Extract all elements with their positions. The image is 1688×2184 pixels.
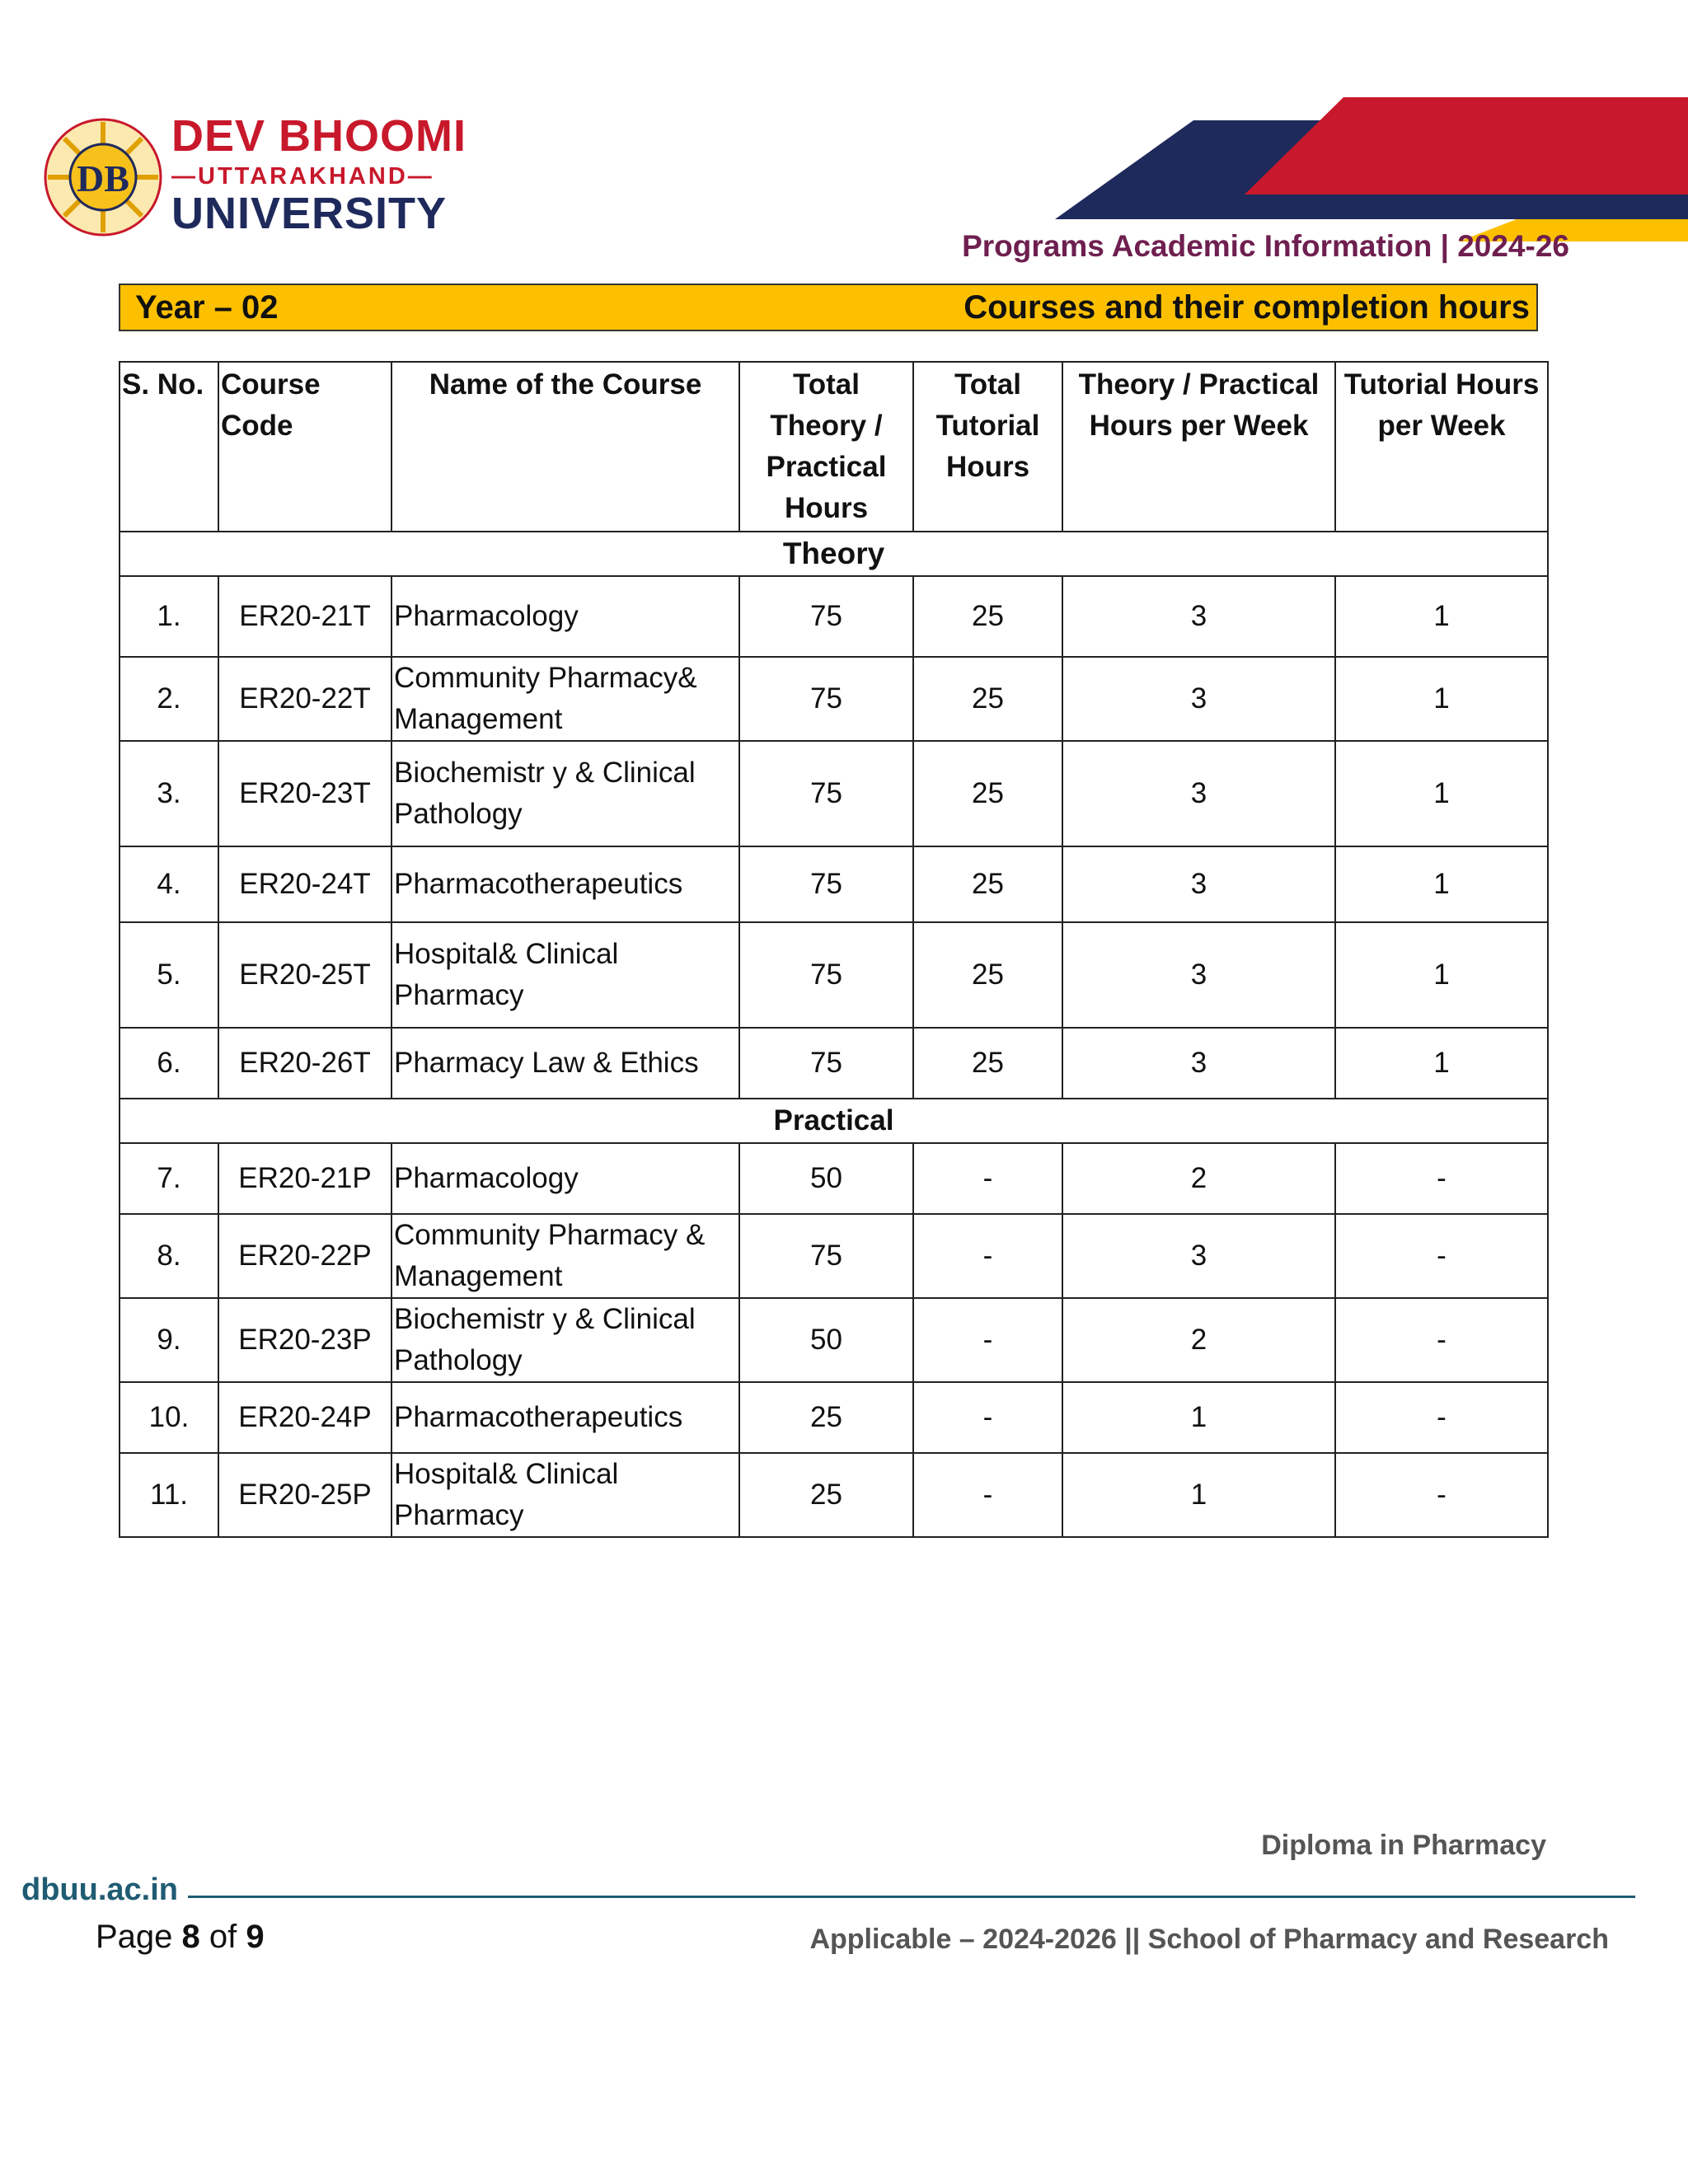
- cell-tutorial-per-week: -: [1335, 1298, 1548, 1382]
- page-current: 8: [181, 1919, 200, 1955]
- page-total: 9: [246, 1919, 265, 1955]
- cell-course-name: Pharmacy Law & Ethics: [392, 1028, 739, 1099]
- cell-course-name: Pharmacology: [392, 1143, 739, 1214]
- table-row: [120, 1143, 1548, 1214]
- cell-hours-per-week: 2: [1062, 1143, 1335, 1214]
- page-of: of: [209, 1919, 237, 1955]
- cell-tutorial-hours: 25: [913, 1028, 1062, 1099]
- cell-hours-per-week: 2: [1062, 1298, 1335, 1382]
- cell-course-code: ER20-24T: [218, 846, 392, 922]
- cell-s-no: 7.: [120, 1143, 218, 1214]
- cell-tutorial-hours: 25: [913, 922, 1062, 1028]
- header-total-theory-practical-hours: Total Theory / Practical Hours: [739, 362, 913, 532]
- cell-course-code: ER20-25T: [218, 922, 392, 1028]
- university-logo: [41, 107, 503, 247]
- footer-applicable-note: Applicable – 2024-2026 || School of Pharmacy and Research: [809, 1924, 1609, 1955]
- cell-hours-per-week: 3: [1062, 657, 1335, 741]
- cell-s-no: 11.: [120, 1453, 218, 1537]
- cell-course-name: Biochemistr y & Clinical Pathology: [392, 741, 739, 846]
- cell-hours-per-week: 1: [1062, 1382, 1335, 1453]
- header-banner-graphic: [1055, 97, 1688, 241]
- cell-tutorial-hours: 25: [913, 576, 1062, 657]
- cell-course-code: ER20-22T: [218, 657, 392, 741]
- section-label: Practical: [120, 1099, 1548, 1143]
- cell-s-no: 1.: [120, 576, 218, 657]
- cell-course-name: Hospital& Clinical Pharmacy: [392, 1453, 739, 1537]
- cell-hours-per-week: 3: [1062, 1214, 1335, 1298]
- cell-s-no: 2.: [120, 657, 218, 741]
- page-prefix: Page: [96, 1919, 173, 1955]
- section-row: [120, 532, 1548, 576]
- header-theory-practical-hours-per-week: Theory / Practical Hours per Week: [1062, 362, 1335, 532]
- university-seal-icon: [41, 115, 165, 239]
- cell-tutorial-per-week: -: [1335, 1382, 1548, 1453]
- cell-tutorial-hours: -: [913, 1143, 1062, 1214]
- cell-tutorial-hours: 25: [913, 741, 1062, 846]
- table-body: [120, 532, 1548, 1537]
- cell-tutorial-per-week: -: [1335, 1214, 1548, 1298]
- cell-course-name: Pharmacology: [392, 576, 739, 657]
- cell-tutorial-hours: 25: [913, 846, 1062, 922]
- cell-tutorial-hours: -: [913, 1214, 1062, 1298]
- cell-s-no: 9.: [120, 1298, 218, 1382]
- cell-tutorial-hours: -: [913, 1298, 1062, 1382]
- cell-course-name: Pharmacotherapeutics: [392, 846, 739, 922]
- cell-total-hours: 50: [739, 1143, 913, 1214]
- table-row: [120, 576, 1548, 657]
- footer-website-link[interactable]: dbuu.ac.in: [21, 1872, 178, 1907]
- table-row: [120, 1028, 1548, 1099]
- cell-total-hours: 75: [739, 657, 913, 741]
- cell-tutorial-hours: -: [913, 1453, 1062, 1537]
- cell-tutorial-per-week: 1: [1335, 741, 1548, 846]
- cell-hours-per-week: 3: [1062, 576, 1335, 657]
- cell-total-hours: 50: [739, 1298, 913, 1382]
- cell-total-hours: 75: [739, 1028, 913, 1099]
- cell-total-hours: 75: [739, 846, 913, 922]
- svg-text:DB: DB: [77, 157, 129, 199]
- cell-tutorial-per-week: -: [1335, 1453, 1548, 1537]
- cell-hours-per-week: 3: [1062, 1028, 1335, 1099]
- header-course-code: Course Code: [218, 362, 392, 532]
- table-row: [120, 741, 1548, 846]
- cell-s-no: 5.: [120, 922, 218, 1028]
- footer-page-number: [96, 1919, 265, 1956]
- table-row: [120, 1298, 1548, 1382]
- cell-tutorial-per-week: 1: [1335, 922, 1548, 1028]
- cell-tutorial-per-week: 1: [1335, 576, 1548, 657]
- logo-line-1: DEV BHOOMI: [171, 111, 467, 161]
- cell-s-no: 10.: [120, 1382, 218, 1453]
- course-table: [119, 361, 1549, 1538]
- cell-total-hours: 75: [739, 741, 913, 846]
- cell-s-no: 6.: [120, 1028, 218, 1099]
- cell-course-code: ER20-26T: [218, 1028, 392, 1099]
- year-bar-caption: Courses and their completion hours: [964, 288, 1530, 326]
- table-row: [120, 846, 1548, 922]
- cell-total-hours: 25: [739, 1453, 913, 1537]
- cell-hours-per-week: 3: [1062, 846, 1335, 922]
- cell-course-code: ER20-23P: [218, 1298, 392, 1382]
- header-course-name: Name of the Course: [392, 362, 739, 532]
- table-header-row: [120, 362, 1548, 532]
- table-row: [120, 1382, 1548, 1453]
- header-tutorial-hours-per-week: Tutorial Hours per Week: [1335, 362, 1548, 532]
- cell-total-hours: 25: [739, 1382, 913, 1453]
- cell-course-name: Biochemistr y & Clinical Pathology: [392, 1298, 739, 1382]
- year-label: Year – 02: [135, 288, 279, 326]
- cell-tutorial-per-week: 1: [1335, 657, 1548, 741]
- cell-s-no: 4.: [120, 846, 218, 922]
- logo-line-3: UNIVERSITY: [171, 189, 448, 238]
- section-row: [120, 1099, 1548, 1143]
- footer-divider: [188, 1896, 1635, 1898]
- cell-tutorial-hours: -: [913, 1382, 1062, 1453]
- cell-course-code: ER20-21P: [218, 1143, 392, 1214]
- table-row: [120, 1453, 1548, 1537]
- cell-tutorial-per-week: 1: [1335, 1028, 1548, 1099]
- cell-course-code: ER20-22P: [218, 1214, 392, 1298]
- footer-program-name: Diploma in Pharmacy: [1261, 1830, 1546, 1861]
- cell-tutorial-hours: 25: [913, 657, 1062, 741]
- cell-course-code: ER20-25P: [218, 1453, 392, 1537]
- header-title: Programs Academic Information | 2024-26: [962, 229, 1569, 263]
- section-label: Theory: [120, 532, 1548, 576]
- cell-course-code: ER20-21T: [218, 576, 392, 657]
- table-row: [120, 922, 1548, 1028]
- cell-course-code: ER20-24P: [218, 1382, 392, 1453]
- cell-hours-per-week: 3: [1062, 922, 1335, 1028]
- cell-total-hours: 75: [739, 576, 913, 657]
- cell-course-name: Pharmacotherapeutics: [392, 1382, 739, 1453]
- cell-s-no: 8.: [120, 1214, 218, 1298]
- cell-total-hours: 75: [739, 922, 913, 1028]
- header-s-no: S. No.: [120, 362, 218, 532]
- year-bar: [119, 284, 1538, 331]
- header-total-tutorial-hours: Total Tutorial Hours: [913, 362, 1062, 532]
- cell-course-name: Community Pharmacy & Management: [392, 1214, 739, 1298]
- cell-course-code: ER20-23T: [218, 741, 392, 846]
- cell-total-hours: 75: [739, 1214, 913, 1298]
- table-row: [120, 657, 1548, 741]
- cell-course-name: Hospital& Clinical Pharmacy: [392, 922, 739, 1028]
- cell-tutorial-per-week: 1: [1335, 846, 1548, 922]
- cell-hours-per-week: 3: [1062, 741, 1335, 846]
- table-row: [120, 1214, 1548, 1298]
- cell-course-name: Community Pharmacy& Management: [392, 657, 739, 741]
- cell-s-no: 3.: [120, 741, 218, 846]
- cell-hours-per-week: 1: [1062, 1453, 1335, 1537]
- cell-tutorial-per-week: -: [1335, 1143, 1548, 1214]
- logo-line-2: —UTTARAKHAND—: [171, 163, 434, 190]
